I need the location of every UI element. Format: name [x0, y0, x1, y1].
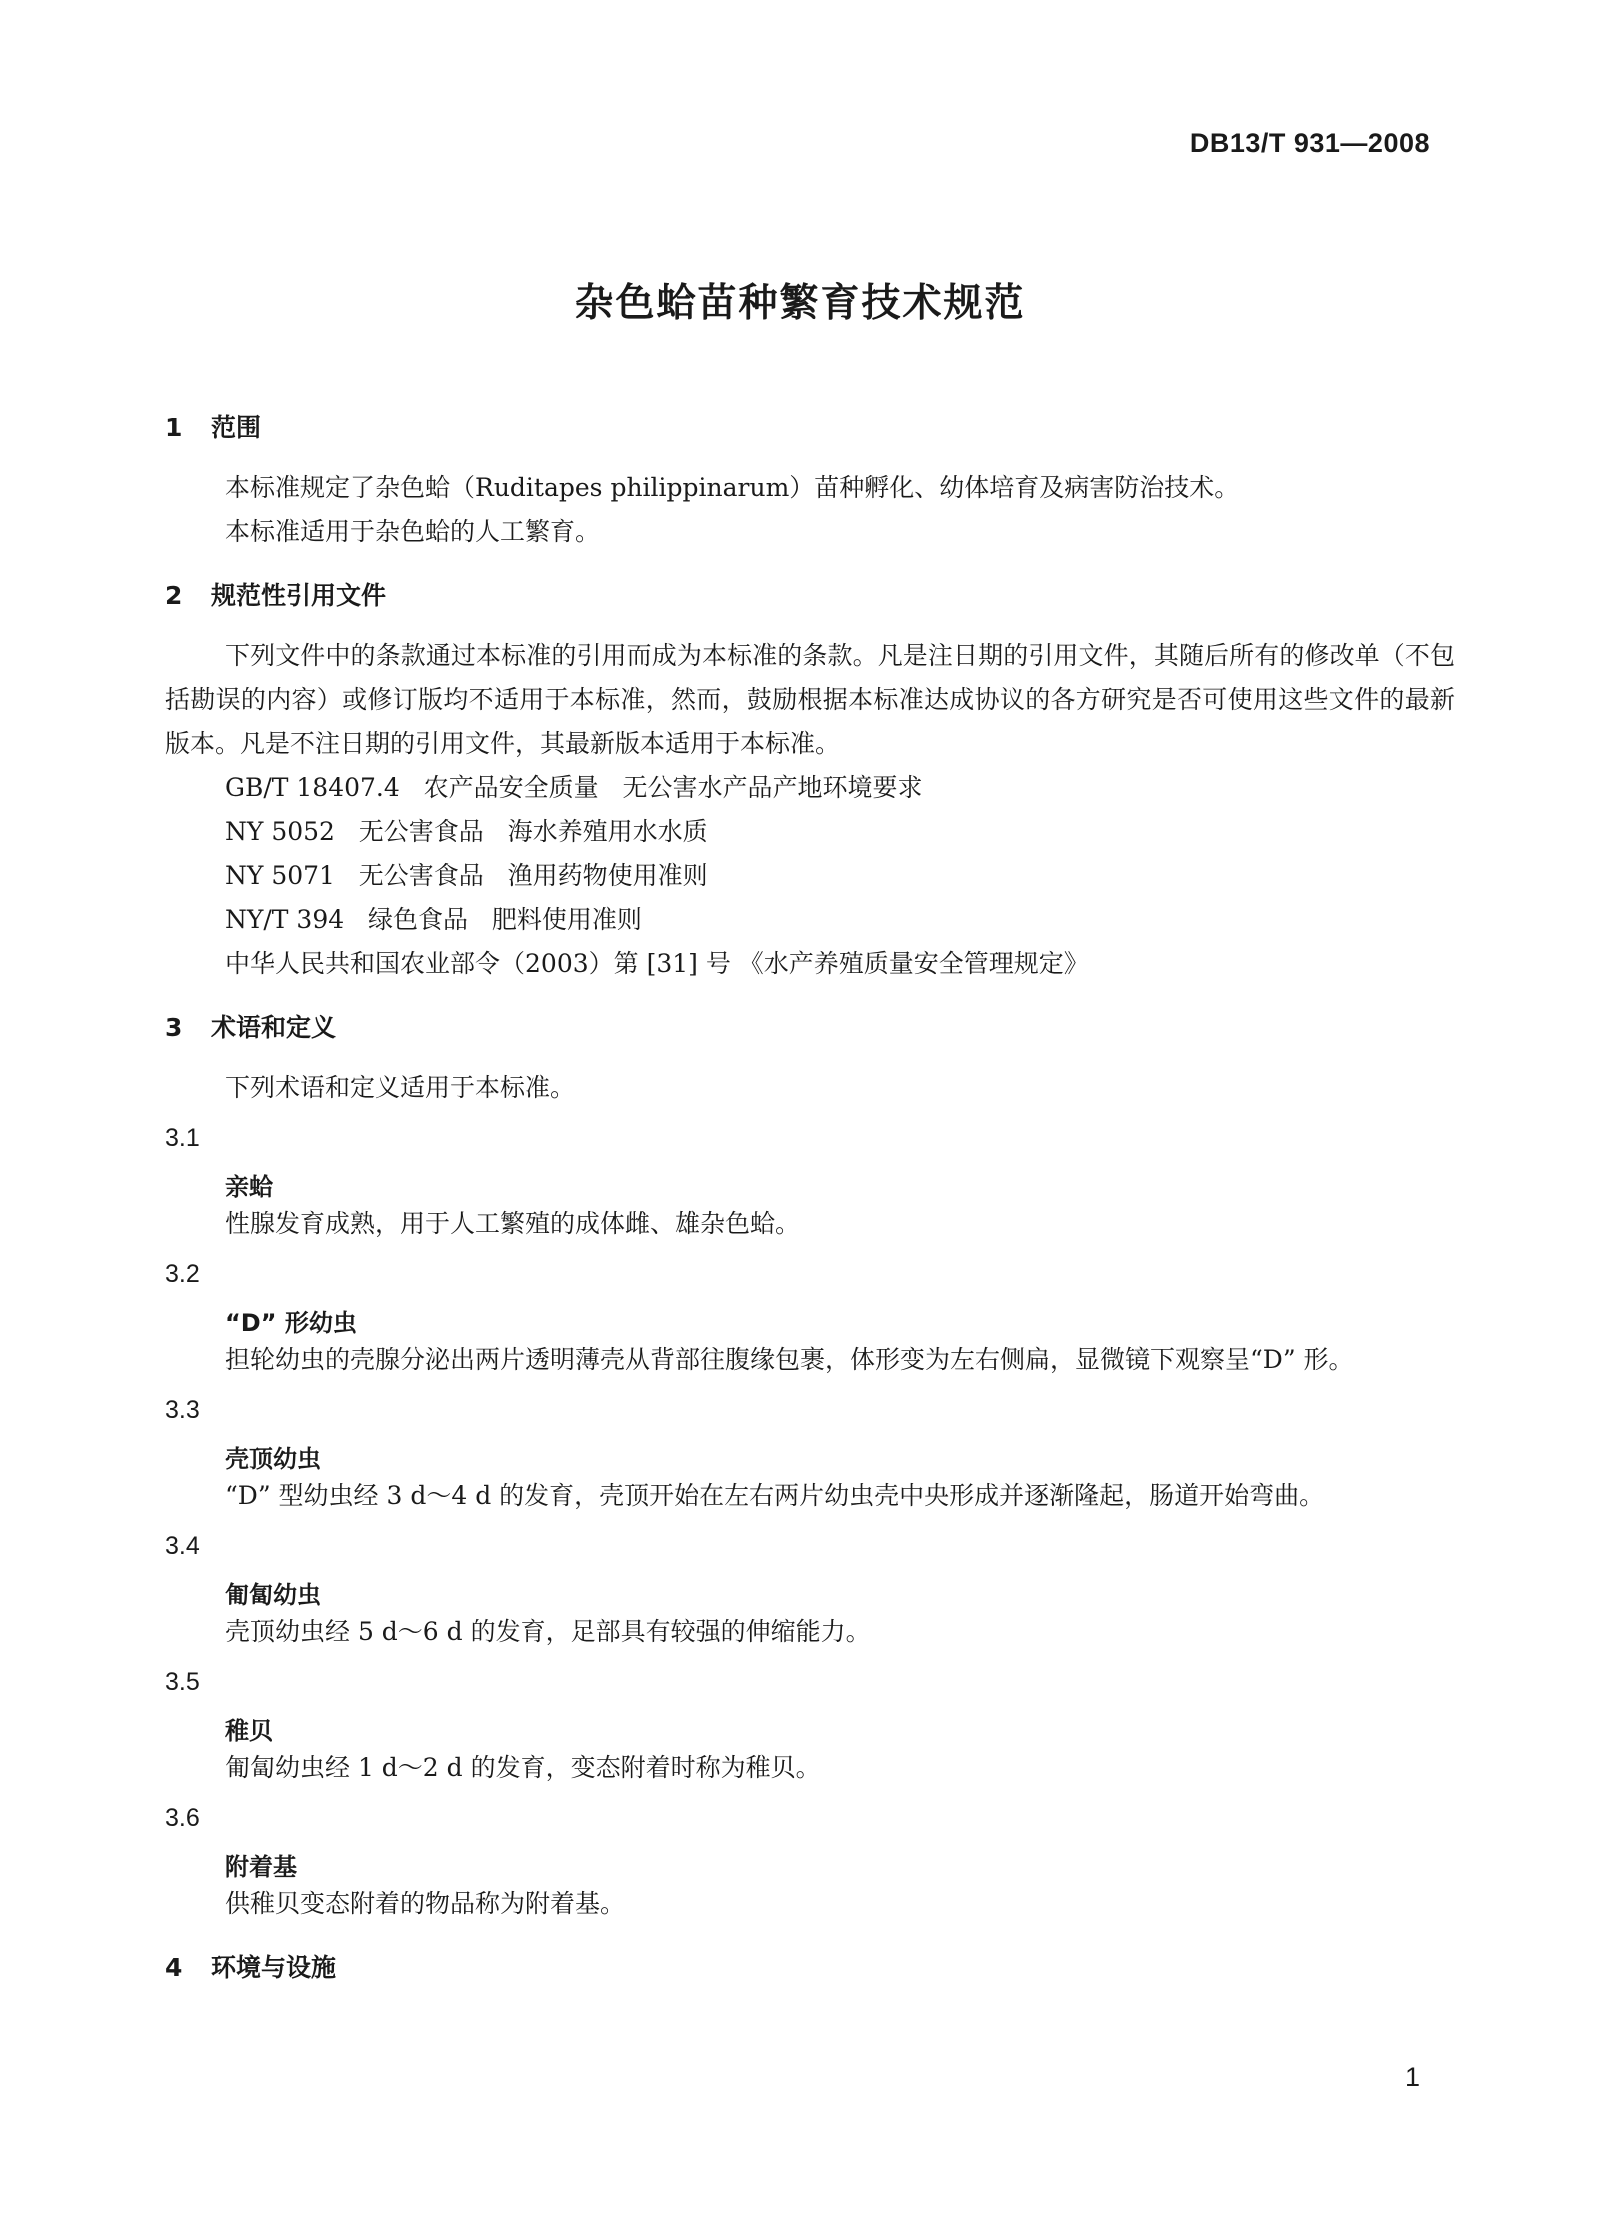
- term-name: 附着基: [225, 1853, 297, 1881]
- clause-number: 3.3: [165, 1396, 200, 1424]
- term-name: 亲蛤: [225, 1173, 273, 1201]
- reference-item: 中华人民共和国农业部令（2003）第 [31] 号 《水产养殖质量安全管理规定》: [225, 949, 1089, 978]
- section-3-heading: [165, 1008, 1455, 1044]
- section-number: 2: [165, 581, 183, 610]
- standard-code: DB13/T 931—2008: [1189, 128, 1430, 158]
- term-definition: 担轮幼虫的壳腺分泌出两片透明薄壳从背部往腹缘包裹，体形变为左右侧扁，显微镜下观察呈“D” 形。: [225, 1345, 1354, 1374]
- section-2-heading: [165, 576, 1455, 612]
- term-definition: “D” 型幼虫经 3 d～4 d 的发育，壳顶开始在左右两片幼虫壳中央形成并逐渐隆起，肠道开始弯曲。: [225, 1481, 1325, 1510]
- paragraph: 下列术语和定义适用于本标准。: [225, 1073, 576, 1102]
- section-number: 4: [165, 1953, 183, 1982]
- term-name: 壳顶幼虫: [225, 1445, 321, 1473]
- clause-number: 3.5: [165, 1668, 200, 1696]
- term-name: 匍匐幼虫: [225, 1581, 321, 1609]
- clause-number: 3.4: [165, 1532, 200, 1560]
- term-definition: 匍匐幼虫经 1 d～2 d 的发育，变态附着时称为稚贝。: [225, 1753, 821, 1782]
- reference-item: NY/T 394 绿色食品 肥料使用准则: [225, 905, 642, 934]
- term-name: 稚贝: [225, 1717, 273, 1745]
- section-title: 环境与设施: [211, 1953, 337, 1982]
- reference-item: GB/T 18407.4 农产品安全质量 无公害水产品产地环境要求: [225, 773, 923, 802]
- term-definition: 壳顶幼虫经 5 d～6 d 的发育，足部具有较强的伸缩能力。: [225, 1617, 871, 1646]
- paragraph: 下列文件中的条款通过本标准的引用而成为本标准的条款。凡是注日期的引用文件，其随后所有的修改单（不包括勘误的内容）或修订版均不适用于本标准，然而，鼓励根据本标准达成协议的各方研究是否可使用这些文件的最新版本。凡是不注日期的引用文件，其最新版本适用于本标准。: [165, 641, 1455, 758]
- reference-item: NY 5071 无公害食品 渔用药物使用准则: [225, 861, 708, 890]
- section-number: 1: [165, 413, 183, 442]
- reference-item: NY 5052 无公害食品 海水养殖用水水质: [225, 817, 708, 846]
- term-definition: 性腺发育成熟，用于人工繁殖的成体雌、雄杂色蛤。: [225, 1209, 801, 1238]
- document-body: [165, 408, 1455, 1984]
- section-title: 规范性引用文件: [211, 581, 387, 610]
- document-title: 杂色蛤苗种繁育技术规范: [574, 281, 1026, 326]
- section-title: 范围: [211, 413, 262, 442]
- clause-number: 3.1: [165, 1124, 200, 1152]
- section-number: 3: [165, 1013, 183, 1042]
- section-4-heading: [165, 1948, 1455, 1984]
- term-name: “D” 形幼虫: [225, 1309, 357, 1337]
- paragraph: 本标准规定了杂色蛤（Ruditapes philippinarum）苗种孵化、幼体培育及病害防治技术。: [225, 473, 1240, 502]
- paragraph: 本标准适用于杂色蛤的人工繁育。: [225, 517, 601, 546]
- section-1-heading: [165, 408, 1455, 444]
- section-title: 术语和定义: [211, 1013, 337, 1042]
- page-number: 1: [1404, 2062, 1420, 2092]
- term-definition: 供稚贝变态附着的物品称为附着基。: [225, 1889, 626, 1918]
- clause-number: 3.6: [165, 1804, 200, 1832]
- clause-number: 3.2: [165, 1260, 200, 1288]
